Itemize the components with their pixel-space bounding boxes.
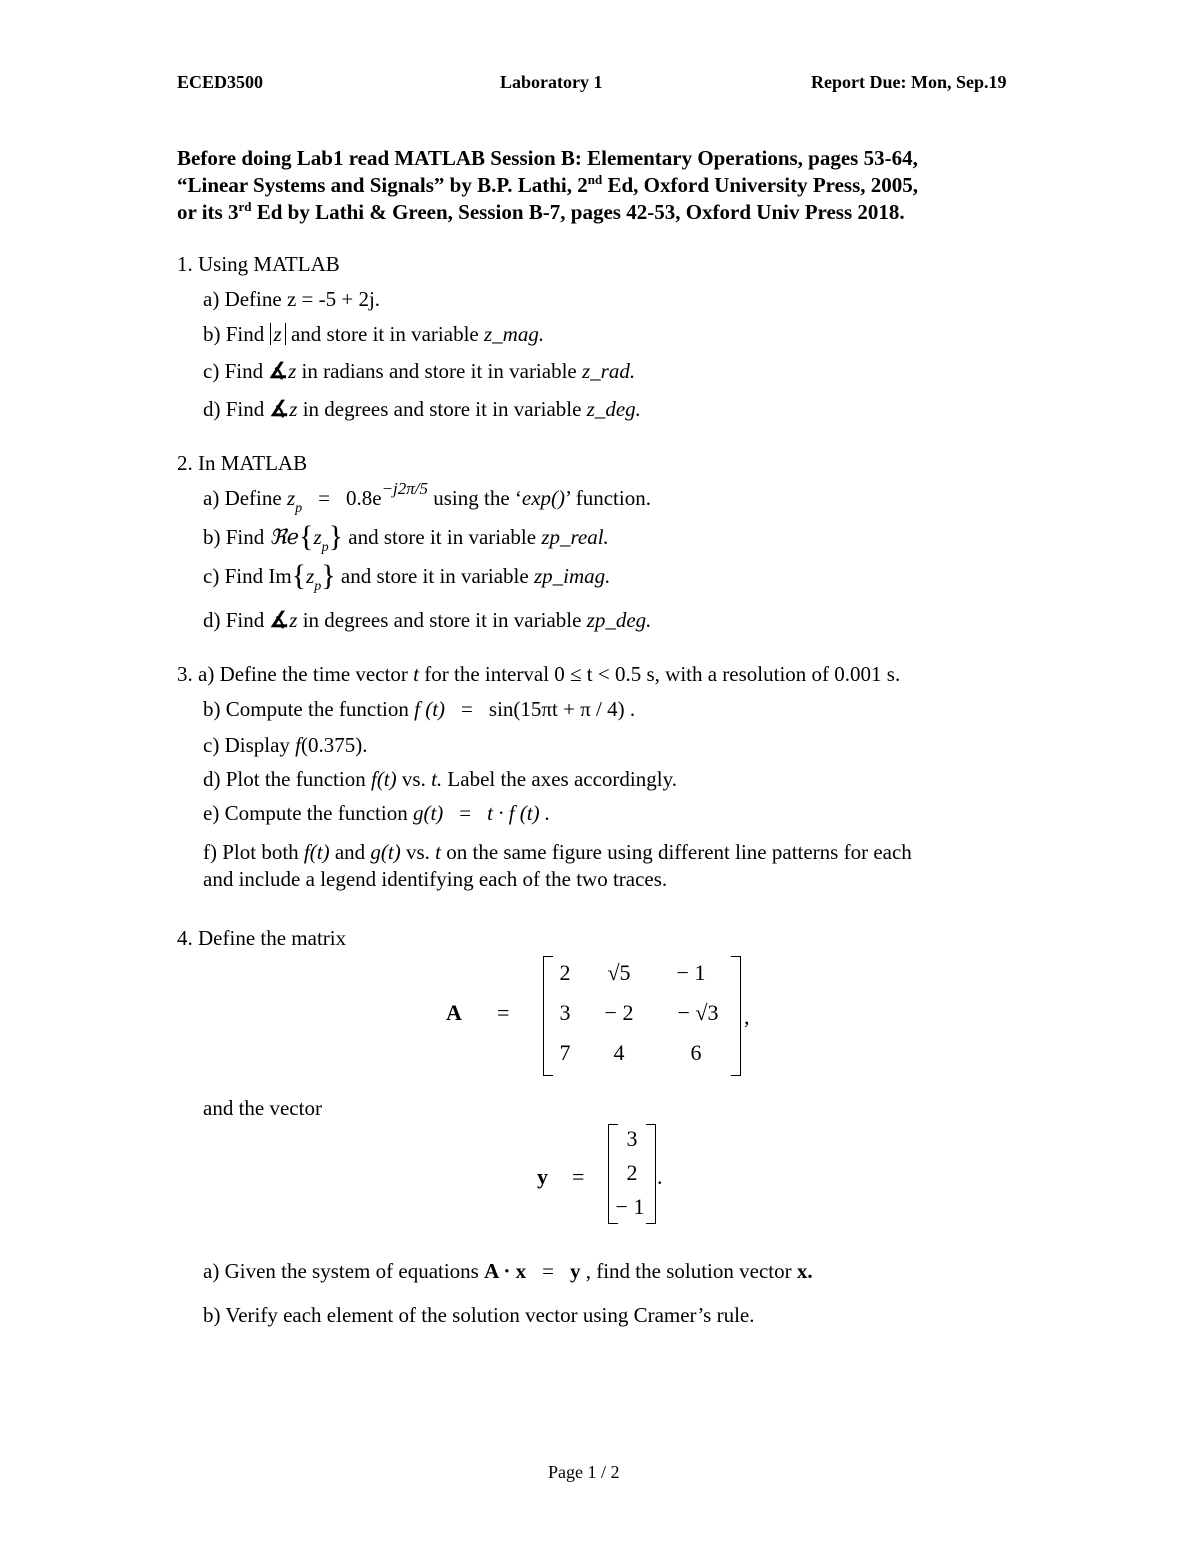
q3-f-line1: f) Plot both f(t) and g(t) vs. t on the same figure using different line patterns for each	[203, 840, 912, 864]
q1-b: b) Find z and store it in variable z_mag.	[203, 322, 545, 346]
q1-a: a) Define z = -5 + 2j.	[203, 287, 381, 311]
q3-b: b) Compute the function f (t) = sin(15πt + π / 4) .	[203, 697, 636, 721]
vector-cell: − 1	[615, 1194, 645, 1219]
intro-line-1: Before doing Lab1 read MATLAB Session B: Elementary Operations, pages 53-64,	[177, 146, 918, 170]
q1-title: 1. Using MATLAB	[177, 252, 340, 276]
q3-f-line2: and include a legend identifying each of the two traces.	[203, 867, 668, 891]
q2-title: 2. In MATLAB	[177, 451, 308, 475]
matrix-cell: − 2	[604, 1000, 634, 1025]
due-date: Report Due: Mon, Sep.19	[811, 72, 1007, 92]
vector-label: y	[537, 1164, 548, 1189]
q3-d: d) Plot the function f(t) vs. t. Label the axes accordingly.	[203, 767, 677, 791]
q4-a: a) Given the system of equations A · x = y , find the solution vector x.	[203, 1259, 813, 1283]
q3-c: c) Display f(0.375).	[203, 733, 368, 757]
intro-paragraph	[177, 145, 1037, 226]
q1-c: c) Find ∡z in radians and store it in variable z_rad.	[203, 358, 636, 383]
q2-a: a) Define $z_p = 0.8e^{-j2\pi/5}$ using the ‘exp()’ function.	[203, 479, 651, 516]
page-number: Page 1 / 2	[548, 1462, 620, 1482]
vector-intro: and the vector	[203, 1096, 322, 1120]
vector-cell: 3	[626, 1126, 638, 1151]
matrix-cell: 2	[559, 960, 571, 985]
vector-period: .	[657, 1164, 663, 1189]
matrix-cell: − 1	[676, 960, 706, 985]
q1-d: d) Find ∡z in degrees and store it in variable z_deg.	[203, 396, 641, 421]
vector-y	[608, 1124, 656, 1224]
matrix-cell: 6	[690, 1040, 702, 1065]
q4-title: 4. Define the matrix	[177, 926, 347, 950]
abs-value: z	[270, 323, 286, 345]
matrix-cell: 3	[559, 1000, 571, 1025]
vector-equals: =	[572, 1164, 585, 1189]
matrix-equals: =	[497, 1000, 510, 1025]
matrix-label: A	[446, 1000, 462, 1025]
q2-d: d) Find ∡z in degrees and store it in variable zp_deg.	[203, 607, 652, 632]
angle-icon: ∡	[269, 396, 290, 421]
q2-c: c) Find $Im\{z_p\}$ and store it in variable zp_imag.	[203, 559, 611, 594]
intro-line-2: “Linear Systems and Signals” by B.P. Lathi, 2nd Ed, Oxford University Press, 2005,	[177, 172, 919, 197]
matrix-cell: − √3	[677, 1000, 719, 1025]
vector-cell: 2	[626, 1160, 638, 1185]
q3-e: e) Compute the function g(t) = t · f (t) .	[203, 801, 551, 825]
matrix-A	[543, 956, 741, 1076]
matrix-comma: ,	[744, 1004, 750, 1029]
course-code: ECED3500	[177, 72, 264, 92]
lab-title: Laboratory 1	[500, 72, 603, 92]
matrix-cell: 7	[559, 1040, 571, 1065]
matrix-cell: 4	[613, 1040, 625, 1065]
q4-b: b) Verify each element of the solution vector using Cramer’s rule.	[203, 1303, 755, 1327]
angle-icon: ∡	[268, 358, 289, 383]
intro-line-3: or its 3rd Ed by Lathi & Green, Session B-7, pages 42-53, Oxford Univ Press 2018.	[177, 199, 905, 224]
q2-b: b) Find $ℜe\{z_p\}$ and store it in variable zp_real.	[203, 520, 609, 555]
q3-a: 3. a) Define the time vector t for the interval 0 ≤ t < 0.5 s, with a resolution of 0.001 s.	[177, 662, 901, 686]
angle-icon: ∡	[269, 607, 290, 632]
matrix-cell: √5	[607, 960, 631, 985]
